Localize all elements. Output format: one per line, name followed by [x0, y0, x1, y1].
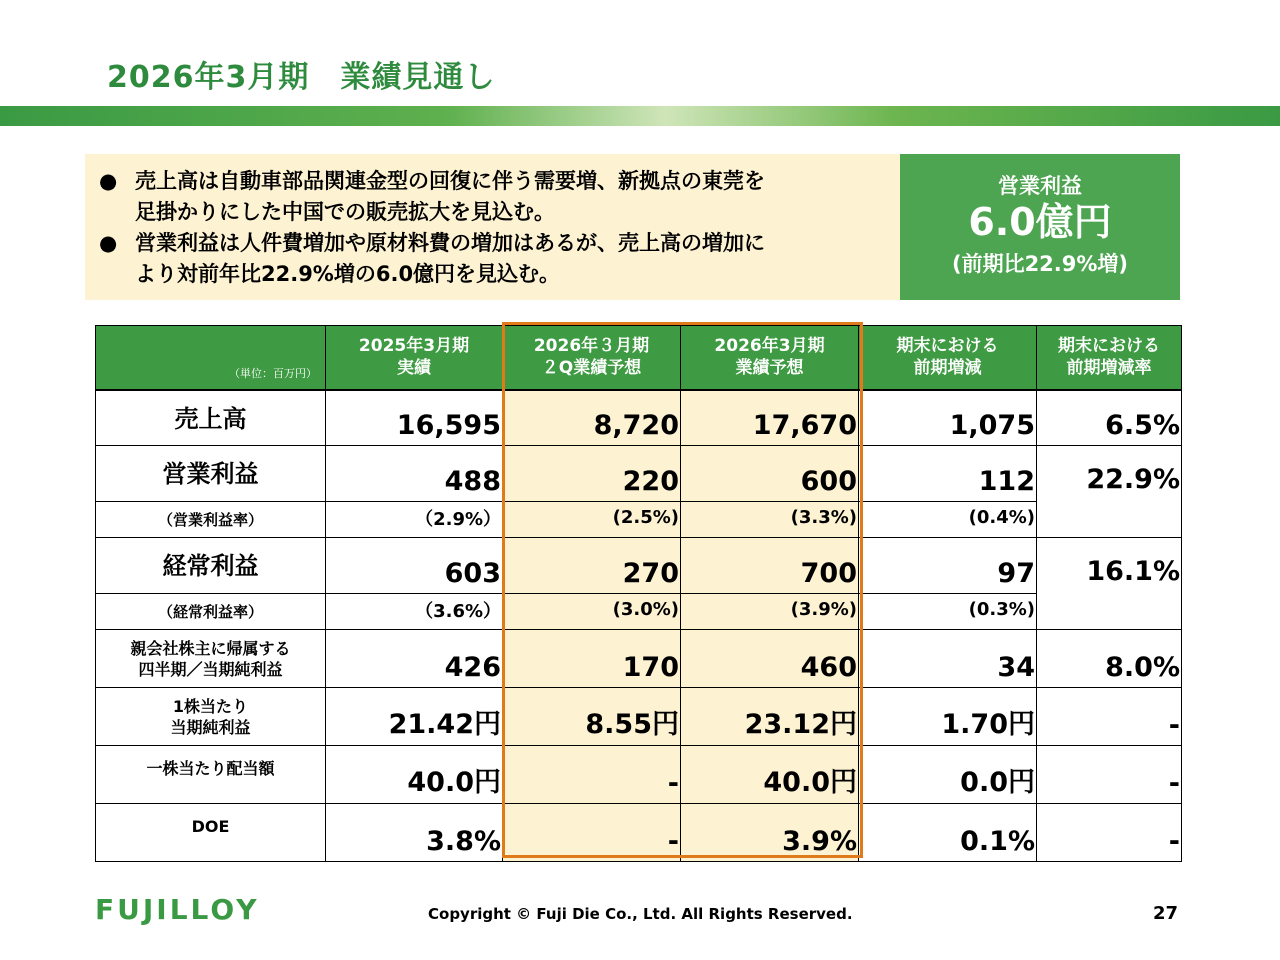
table-cell: (0.4%): [859, 502, 1037, 538]
column-header: 期末における 前期増減: [859, 326, 1037, 390]
summary-bullet-text: 営業利益は人件費増加や原材料費の増加はあるが、売上高の増加に より対前年比22.9%増の6.0億円を見込む。: [135, 231, 765, 286]
table-row-net-income: [96, 630, 1182, 688]
table-cell: 3.9%: [681, 804, 859, 862]
table-cell: 3.8%: [326, 804, 503, 862]
table-cell: (3.0%): [503, 594, 681, 630]
kpi-note: (前期比22.9%増): [951, 252, 1129, 276]
column-header: 2026年3月期 業績予想: [681, 326, 859, 390]
row-label: 一株当たり配当額: [96, 746, 326, 804]
table-cell: (2.5%): [503, 502, 681, 538]
table-cell: 700: [681, 538, 859, 594]
table-cell: 16,595: [326, 390, 503, 446]
table-row-dividend: [96, 746, 1182, 804]
table-cell: 22.9%: [1037, 446, 1182, 538]
table-row-sales: [96, 390, 1182, 446]
summary-bullet: [99, 228, 900, 290]
table-cell: (0.3%): [859, 594, 1037, 630]
table-cell: 23.12円: [681, 688, 859, 746]
table-row-eps: [96, 688, 1182, 746]
table-cell: -: [1037, 804, 1182, 862]
page-title: 2026年3月期 業績見通し: [107, 60, 496, 95]
row-label: DOE: [96, 804, 326, 862]
table-cell: 460: [681, 630, 859, 688]
unit-label: （単位：百万円）: [96, 326, 326, 390]
company-logo: FUJILLOY: [95, 893, 260, 926]
table-cell: (3.9%): [681, 594, 859, 630]
table-cell: 21.42円: [326, 688, 503, 746]
title-underline-bar: [0, 106, 1280, 126]
table-cell: 34: [859, 630, 1037, 688]
table-cell: 170: [503, 630, 681, 688]
column-header: 2026年３月期 ２Q業績予想: [503, 326, 681, 390]
table-cell: 600: [681, 446, 859, 502]
summary-bullet-text: 売上高は自動車部品関連金型の回復に伴う需要増、新拠点の東莞を 足掛かりにした中国での販売拡大を見込む。: [135, 169, 765, 224]
page-number: 27: [1153, 903, 1179, 924]
copyright-text: Copyright © Fuji Die Co., Ltd. All Rights Reserved.: [428, 905, 853, 923]
table-cell: 97: [859, 538, 1037, 594]
table-cell: -: [503, 746, 681, 804]
table-cell: 17,670: [681, 390, 859, 446]
table-cell: 8.55円: [503, 688, 681, 746]
row-label: 1株当たり 当期純利益: [96, 688, 326, 746]
column-header: 期末における 前期増減率: [1037, 326, 1182, 390]
table-row-operating-margin: [96, 502, 1182, 538]
table-row-doe: [96, 804, 1182, 862]
table-cell: 603: [326, 538, 503, 594]
table-cell: 6.5%: [1037, 390, 1182, 446]
bullet-dot-icon: ●: [99, 169, 118, 193]
table-cell: -: [1037, 688, 1182, 746]
table-cell: 40.0円: [326, 746, 503, 804]
summary-bullet: [99, 166, 900, 228]
row-label: 営業利益: [96, 446, 326, 502]
table-cell: 0.0円: [859, 746, 1037, 804]
row-label: 売上高: [96, 390, 326, 446]
forecast-table: [95, 325, 1182, 862]
table-cell: 426: [326, 630, 503, 688]
summary-box: [85, 154, 900, 300]
table-cell: （2.9%）: [326, 502, 503, 538]
table-row-ordinary-profit: [96, 538, 1182, 594]
table-cell: 0.1%: [859, 804, 1037, 862]
kpi-value: 6.0億円: [968, 200, 1112, 244]
table-cell: 112: [859, 446, 1037, 502]
table-cell: 220: [503, 446, 681, 502]
row-label: 親会社株主に帰属する 四半期／当期純利益: [96, 630, 326, 688]
column-header: 2025年3月期 実績: [326, 326, 503, 390]
table-cell: 16.1%: [1037, 538, 1182, 630]
table-row-operating-profit: [96, 446, 1182, 502]
table-cell: (3.3%): [681, 502, 859, 538]
bullet-dot-icon: ●: [99, 231, 118, 255]
table-cell: -: [1037, 746, 1182, 804]
row-label: （経常利益率）: [96, 594, 326, 630]
table-cell: 270: [503, 538, 681, 594]
table-cell: 8,720: [503, 390, 681, 446]
table-cell: （3.6%）: [326, 594, 503, 630]
table-cell: 40.0円: [681, 746, 859, 804]
table-cell: -: [503, 804, 681, 862]
table-cell: 8.0%: [1037, 630, 1182, 688]
row-label: 経常利益: [96, 538, 326, 594]
table-cell: 1.70円: [859, 688, 1037, 746]
kpi-label: 営業利益: [998, 174, 1082, 198]
table-cell: 1,075: [859, 390, 1037, 446]
kpi-box: [900, 154, 1180, 300]
table-row-ordinary-margin: [96, 594, 1182, 630]
row-label: （営業利益率）: [96, 502, 326, 538]
table-cell: 488: [326, 446, 503, 502]
